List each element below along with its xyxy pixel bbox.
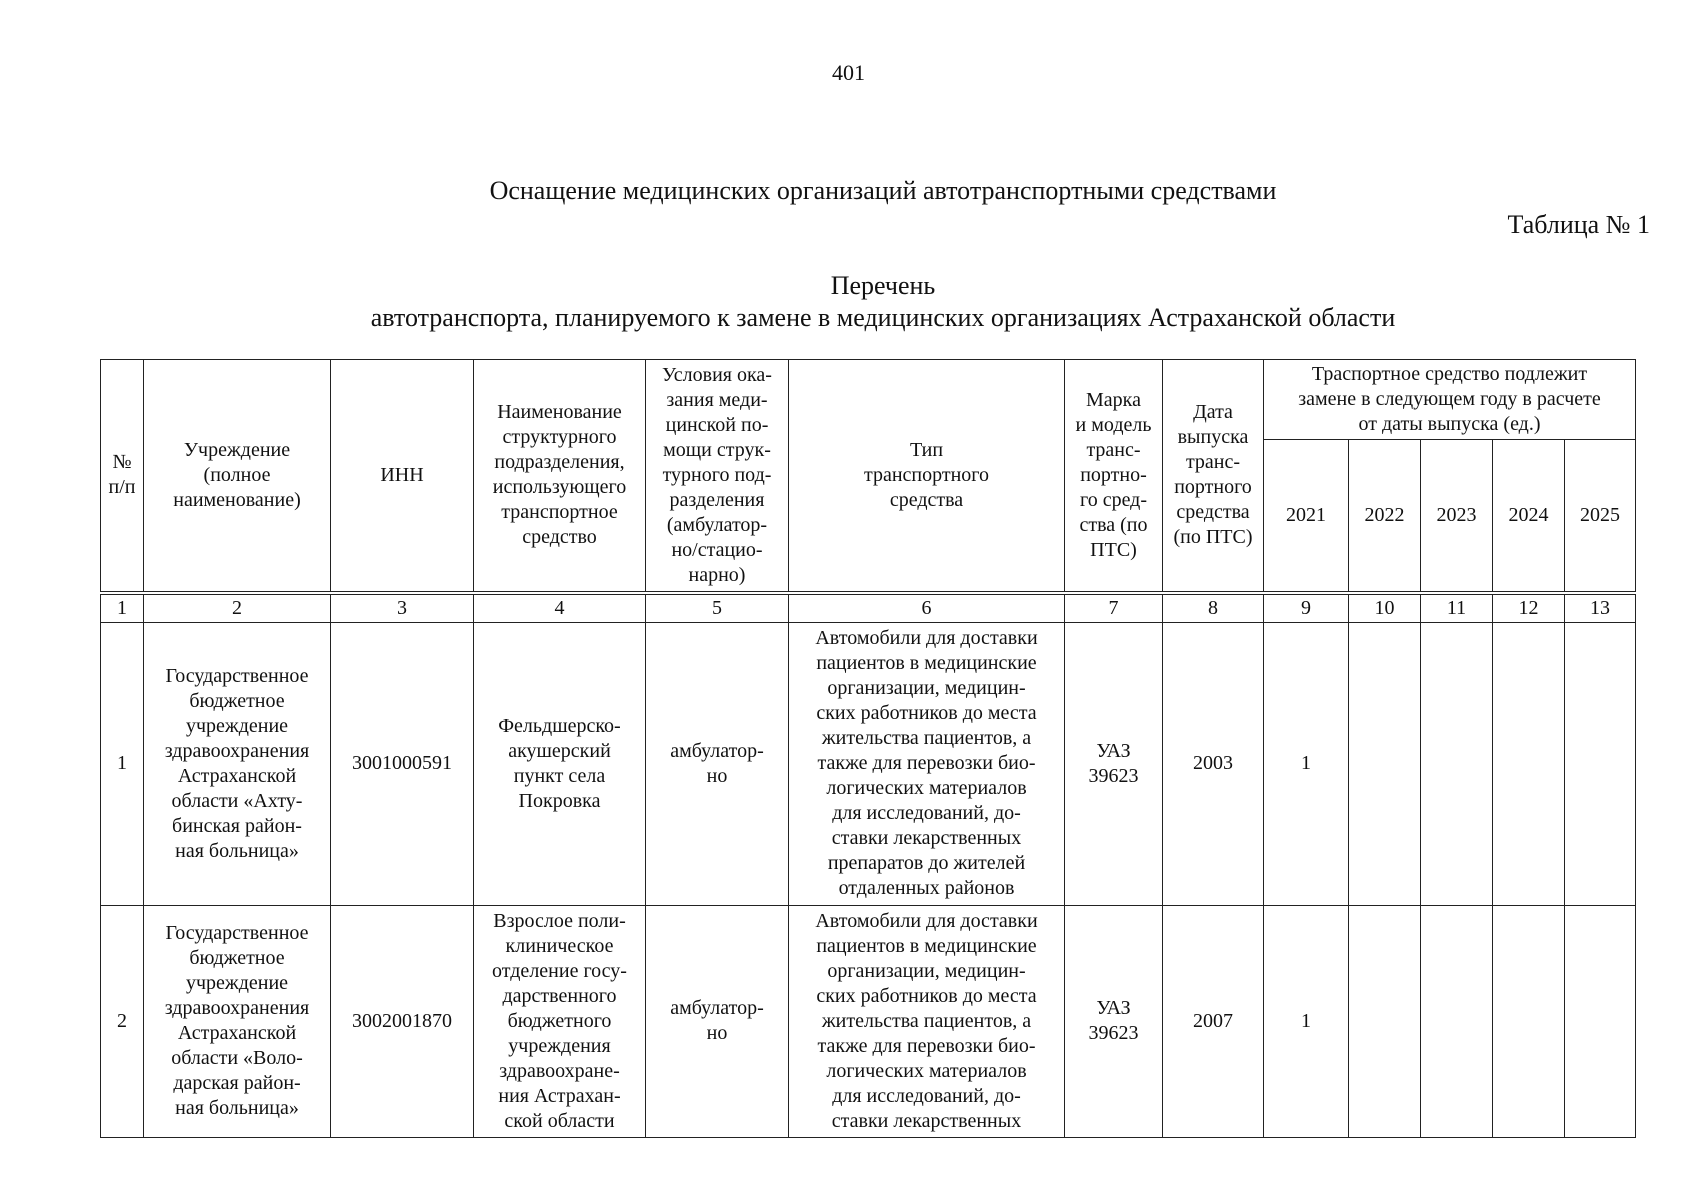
header-vehicle-type: Тип транспортного средства: [789, 360, 1065, 593]
list-heading-line1: Перечень: [830, 271, 936, 300]
row-y2021: 1: [1264, 622, 1349, 905]
row-inn: 3001000591: [331, 622, 474, 905]
column-number: 8: [1163, 593, 1264, 623]
header-conditions: Условия ока- зания меди- цинской по- мощи струк- турного под- разделения (амбулатор- но/стацио- нарно): [646, 360, 789, 593]
column-number: 5: [646, 593, 789, 623]
header-release-date: Дата выпуска транс- портного средства (по ПТС): [1163, 360, 1264, 593]
header-year-2024: 2024: [1493, 440, 1565, 593]
list-heading: [0, 270, 1697, 334]
row-vehicle-type: Автомобили для доставки пациентов в медицинские организации, медицин- ских работников до места жительства пациентов, а также для перевозки био- логических материалов для исследований, до- ставки лекарственных препаратов до жителей отдаленных районов: [789, 622, 1065, 905]
header-year-2021: 2021: [1264, 440, 1349, 593]
column-number: 9: [1264, 593, 1349, 623]
row-y2023: [1421, 905, 1493, 1137]
row-brand: УАЗ 39623: [1065, 905, 1163, 1137]
header-year-2022: 2022: [1349, 440, 1421, 593]
header-row: [101, 360, 1636, 440]
list-heading-line2: автотранспорта, планируемого к замене в медицинских организациях Астраханской области: [370, 303, 1396, 332]
table-number: Таблица № 1: [1507, 210, 1650, 239]
document-title: Оснащение медицинских организаций автотранспортными средствами: [489, 176, 1277, 205]
row-unit: Взрослое поли- клиническое отделение госу- дарственного бюджетного учреждения здравоохране- ния Астрахан- ской области: [474, 905, 646, 1137]
row-conditions: амбулатор- но: [646, 905, 789, 1137]
page-number: 401: [832, 60, 865, 85]
column-number: 7: [1065, 593, 1163, 623]
header-institution: Учреждение (полное наименование): [144, 360, 331, 593]
header-brand: Марка и модель транс- портно- го сред- ства (по ПТС): [1065, 360, 1163, 593]
column-number: 12: [1493, 593, 1565, 623]
column-number: 6: [789, 593, 1065, 623]
column-numbers-row: [101, 593, 1636, 623]
header-year-2025: 2025: [1565, 440, 1636, 593]
row-y2024: [1493, 905, 1565, 1137]
column-number: 10: [1349, 593, 1421, 623]
row-num: 1: [101, 622, 144, 905]
row-institution: Государственное бюджетное учреждение здравоохранения Астраханской области «Ахту- бинская район- ная больница»: [144, 622, 331, 905]
row-release-date: 2007: [1163, 905, 1264, 1137]
row-y2025: [1565, 622, 1636, 905]
row-y2022: [1349, 622, 1421, 905]
row-y2025: [1565, 905, 1636, 1137]
header-num: № п/п: [101, 360, 144, 593]
row-y2023: [1421, 622, 1493, 905]
row-vehicle-type: Автомобили для доставки пациентов в медицинские организации, медицин- ских работников до места жительства пациентов, а также для перевозки био- логических материалов для исследований, до- ставки лекарственных: [789, 905, 1065, 1137]
column-number: 4: [474, 593, 646, 623]
header-inn: ИНН: [331, 360, 474, 593]
row-y2021: 1: [1264, 905, 1349, 1137]
column-number: 13: [1565, 593, 1636, 623]
row-y2022: [1349, 905, 1421, 1137]
row-inn: 3002001870: [331, 905, 474, 1137]
column-number: 3: [331, 593, 474, 623]
row-release-date: 2003: [1163, 622, 1264, 905]
row-num: 2: [101, 905, 144, 1137]
vehicle-replacement-table: [100, 359, 1636, 1138]
column-number: 2: [144, 593, 331, 623]
column-number: 1: [101, 593, 144, 623]
column-number: 11: [1421, 593, 1493, 623]
row-brand: УАЗ 39623: [1065, 622, 1163, 905]
row-institution: Государственное бюджетное учреждение здравоохранения Астраханской области «Воло- дарская район- ная больница»: [144, 905, 331, 1137]
header-unit: Наименование структурного подразделения, использующего транспортное средство: [474, 360, 646, 593]
table-row: [101, 905, 1636, 1137]
row-conditions: амбулатор- но: [646, 622, 789, 905]
header-year-2023: 2023: [1421, 440, 1493, 593]
table-row: [101, 622, 1636, 905]
row-y2024: [1493, 622, 1565, 905]
header-replacement-group: Траспортное средство подлежит замене в следующем году в расчете от даты выпуска (ед.): [1264, 360, 1636, 440]
row-unit: Фельдшерско- акушерский пункт села Покровка: [474, 622, 646, 905]
